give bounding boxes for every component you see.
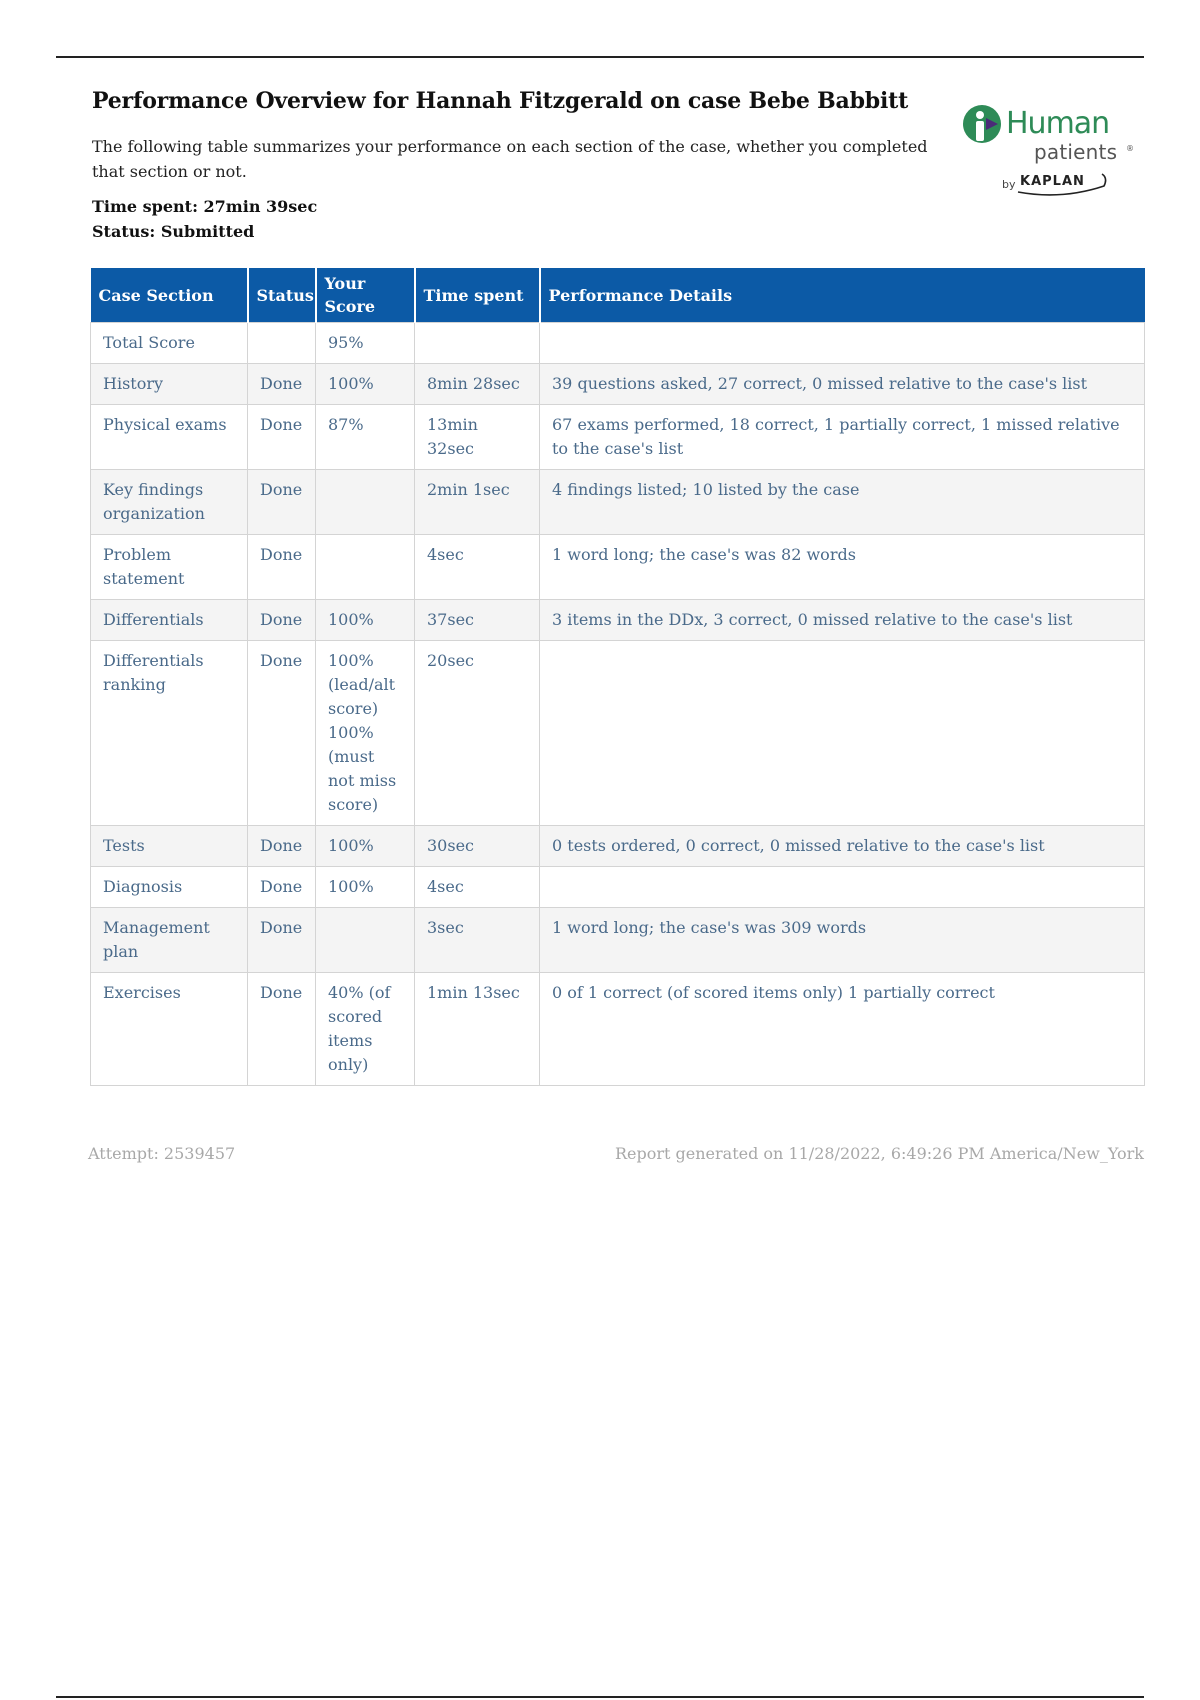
cell-time: 2min 1sec — [415, 470, 540, 535]
cell-details — [540, 867, 1145, 908]
logo-registered-mark: ® — [1126, 144, 1134, 153]
table-row-history — [91, 364, 1145, 405]
kaplan-swoosh-icon — [1016, 172, 1108, 196]
report-header — [92, 88, 932, 244]
col-header-time-spent: Time spent — [415, 268, 540, 323]
cell-time — [415, 323, 540, 364]
cell-time: 4sec — [415, 867, 540, 908]
table-row-management-plan — [91, 908, 1145, 973]
table-row-physical-exams — [91, 405, 1145, 470]
cell-details — [540, 323, 1145, 364]
submission-status: Status: Submitted — [92, 222, 255, 241]
cell-score — [316, 535, 415, 600]
cell-status — [248, 323, 316, 364]
cell-details: 39 questions asked, 27 correct, 0 missed relative to the case's list — [540, 364, 1145, 405]
report-generated-timestamp: Report generated on 11/28/2022, 6:49:26 PM America/New_York — [614, 1144, 1144, 1163]
cell-section: Exercises — [91, 973, 248, 1086]
cell-score — [316, 470, 415, 535]
cell-score — [316, 908, 415, 973]
cell-section: Problem statement — [91, 535, 248, 600]
cell-status: Done — [248, 908, 316, 973]
ihuman-kaplan-logo — [962, 104, 1132, 200]
cell-details: 67 exams performed, 18 correct, 1 partially correct, 1 missed relative to the case's list — [540, 405, 1145, 470]
cell-score: 100% (lead/alt score) 100% (must not miss score) — [316, 641, 415, 826]
col-header-case-section: Case Section — [91, 268, 248, 323]
cell-score: 100% — [316, 364, 415, 405]
cell-section: Management plan — [91, 908, 248, 973]
cell-details: 0 of 1 correct (of scored items only) 1 partially correct — [540, 973, 1145, 1086]
cell-time: 13min 32sec — [415, 405, 540, 470]
cell-section: Total Score — [91, 323, 248, 364]
cell-details: 4 findings listed; 10 listed by the case — [540, 470, 1145, 535]
table-row-exercises — [91, 973, 1145, 1086]
cell-section: Physical exams — [91, 405, 248, 470]
table-header-row — [91, 268, 1145, 323]
page-title: Performance Overview for Hannah Fitzgerald on case Bebe Babbitt — [92, 88, 909, 114]
cell-status: Done — [248, 470, 316, 535]
cell-section: Differentials — [91, 600, 248, 641]
cell-section: History — [91, 364, 248, 405]
cell-details: 3 items in the DDx, 3 correct, 0 missed relative to the case's list — [540, 600, 1145, 641]
col-header-your-score: Your Score — [316, 268, 415, 323]
attempt-id: Attempt: 2539457 — [88, 1144, 236, 1163]
bottom-rule — [56, 1696, 1144, 1698]
cell-status: Done — [248, 867, 316, 908]
cell-status: Done — [248, 826, 316, 867]
table-row-problem-statement — [91, 535, 1145, 600]
cell-score: 100% — [316, 600, 415, 641]
cell-status: Done — [248, 405, 316, 470]
table-row-differentials — [91, 600, 1145, 641]
logo-kaplan-text: KAPLAN — [1020, 174, 1085, 189]
time-spent-total: Time spent: 27min 39sec — [92, 197, 318, 216]
table-row-key-findings — [91, 470, 1145, 535]
cell-time: 20sec — [415, 641, 540, 826]
col-header-performance-details: Performance Details — [540, 268, 1145, 323]
table-row-diagnosis — [91, 867, 1145, 908]
cell-status: Done — [248, 535, 316, 600]
cell-time: 30sec — [415, 826, 540, 867]
cell-status: Done — [248, 641, 316, 826]
cell-section: Tests — [91, 826, 248, 867]
cell-section: Key findings organization — [91, 470, 248, 535]
logo-by-text: by — [1002, 178, 1016, 191]
performance-table — [90, 268, 1145, 1086]
cell-score: 40% (of scored items only) — [316, 973, 415, 1086]
cell-details: 0 tests ordered, 0 correct, 0 missed relative to the case's list — [540, 826, 1145, 867]
cell-status: Done — [248, 364, 316, 405]
cell-score: 100% — [316, 867, 415, 908]
cell-details: 1 word long; the case's was 82 words — [540, 535, 1145, 600]
cell-details — [540, 641, 1145, 826]
cell-status: Done — [248, 600, 316, 641]
logo-brand-text: Human — [1006, 106, 1110, 141]
cell-time: 4sec — [415, 535, 540, 600]
intro-text: The following table summarizes your performance on each section of the case, whether you completed that section or not. — [92, 137, 928, 181]
table-row-tests — [91, 826, 1145, 867]
cell-score: 100% — [316, 826, 415, 867]
cell-time: 3sec — [415, 908, 540, 973]
cell-time: 37sec — [415, 600, 540, 641]
table-row-total-score — [91, 323, 1145, 364]
cell-time: 8min 28sec — [415, 364, 540, 405]
ihuman-logo-mark-icon — [962, 104, 1006, 146]
cell-score: 95% — [316, 323, 415, 364]
top-rule — [56, 56, 1144, 58]
col-header-status: Status — [248, 268, 316, 323]
cell-time: 1min 13sec — [415, 973, 540, 1086]
cell-section: Diagnosis — [91, 867, 248, 908]
table-row-differentials-ranking — [91, 641, 1145, 826]
cell-status: Done — [248, 973, 316, 1086]
logo-sub-text: patients — [1034, 140, 1118, 164]
cell-details: 1 word long; the case's was 309 words — [540, 908, 1145, 973]
cell-score: 87% — [316, 405, 415, 470]
cell-section: Differentials ranking — [91, 641, 248, 826]
